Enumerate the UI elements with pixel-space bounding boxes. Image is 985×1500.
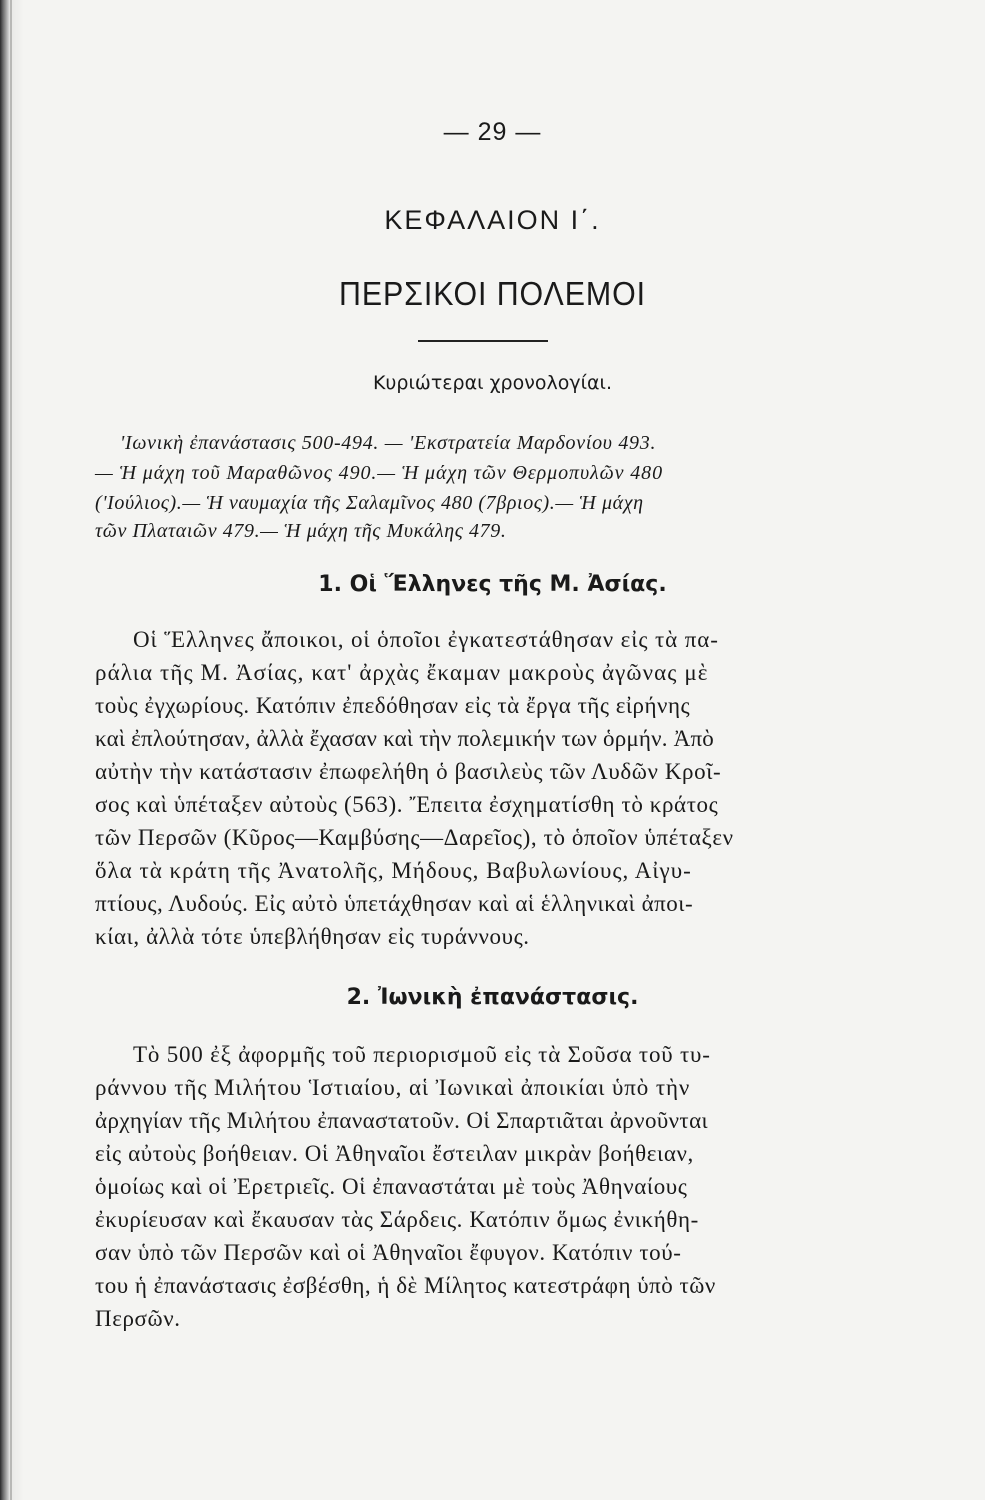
chapter-label: ΚΕΦΑΛΑΙΟΝ Ι΄. — [384, 205, 601, 235]
title-divider — [418, 340, 548, 342]
page-number: — 29 — — [443, 118, 542, 146]
section-2-line: σαν ὑπὸ τῶν Περσῶν καὶ οἱ Ἀθηναῖοι ἔφυγον. Κατόπιν τού- — [95, 1240, 682, 1265]
section-2-line: ἀρχηγίαν τῆς Μιλήτου ἐπαναστατοῦν. Οἱ Σπαρτιᾶται ἀρνοῦνται — [95, 1108, 709, 1133]
chronology-line: ('Ιούλιος).— Ἡ ναυμαχία τῆς Σαλαμῖνος 480 (7βριος).— Ἡ μάχη — [95, 492, 644, 514]
chronology-heading: Κυριώτεραι χρονολογίαι. — [372, 372, 613, 394]
section-1-line: σος καὶ ὑπέταξεν αὐτοὺς (563). Ἔπειτα ἐσχηματίσθη τὸ κράτος — [95, 792, 719, 817]
section-2-line: ράννου τῆς Μιλήτου Ἱστιαίου, αἱ Ἰωνικαὶ ἀποικίαι ὑπὸ τὴν — [95, 1075, 691, 1100]
section-1-line: Οἱ Ἕλληνες ἄποικοι, οἱ ὁποῖοι ἐγκατεστάθησαν εἰς τὰ πα- — [133, 627, 719, 652]
section-1-line: τῶν Περσῶν (Κῦρος—Καμβύσης—Δαρεῖος), τὸ ὁποῖον ὑπέταξεν — [95, 825, 734, 850]
chapter-title: ΠΕΡΣΙΚΟΙ ΠΟΛΕΜΟΙ — [338, 275, 647, 312]
section-2-line: Τὸ 500 ἐξ ἀφορμῆς τοῦ περιορισμοῦ εἰς τὰ Σοῦσα τοῦ τυ- — [133, 1042, 711, 1067]
chronology-line: τῶν Πλαταιῶν 479.— Ἡ μάχη τῆς Μυκάλης 479. — [95, 520, 507, 542]
section-2-line: του ἡ ἐπανάστασις ἐσβέσθη, ἡ δὲ Μίλητος κατεστράφη ὑπὸ τῶν — [95, 1273, 716, 1298]
section-1-line: αὐτὴν τὴν κατάστασιν ἐπωφελήθη ὁ βασιλεὺς τῶν Λυδῶν Κροῖ- — [95, 759, 722, 784]
section-1-line: ράλια τῆς Μ. Ἀσίας, κατ' ἀρχὰς ἔκαμαν μακροὺς ἀγῶνας μὲ — [95, 660, 709, 685]
section-2-line: ὁμοίως καὶ οἱ Ἐρετριεῖς. Οἱ ἐπαναστάται μὲ τοὺς Ἀθηναίους — [95, 1174, 688, 1199]
section-2-line: ἐκυρίευσαν καὶ ἔκαυσαν τὰς Σάρδεις. Κατόπιν ὅμως ἐνικήθη- — [95, 1207, 699, 1232]
section-1-line: κίαι, ἀλλὰ τότε ὑπεβλήθησαν εἰς τυράννους. — [95, 924, 530, 949]
section-2-line: Περσῶν. — [95, 1306, 181, 1331]
section-1-line: καὶ ἐπλούτησαν, ἀλλὰ ἔχασαν καὶ τὴν πολεμικήν των ὁρμήν. Ἀπὸ — [95, 726, 714, 751]
section-2-line: εἰς αὐτοὺς βοήθειαν. Οἱ Ἀθηναῖοι ἔστειλαν μικρὰν βοήθειαν, — [95, 1141, 694, 1166]
section-1-line: ὅλα τὰ κράτη τῆς Ἀνατολῆς, Μήδους, Βαβυλωνίους, Αἰγυ- — [95, 858, 692, 883]
section-1-line: πτίους, Λυδούς. Εἰς αὐτὸ ὑπετάχθησαν καὶ αἱ ἑλληνικαὶ ἀποι- — [95, 891, 694, 916]
section-heading-2: 2. Ἰωνικὴ ἐπανάστασις. — [346, 985, 639, 1010]
section-heading-1: 1. Οἱ Ἕλληνες τῆς Μ. Ἀσίας. — [318, 572, 667, 597]
section-1-line: τοὺς ἐγχωρίους. Κατόπιν ἐπεδόθησαν εἰς τὰ ἔργα τῆς εἰρήνης — [95, 693, 691, 718]
chronology-line: 'Ιωνικὴ ἐπανάστασις 500-494. — 'Εκστρατεία Μαρδονίου 493. — [120, 432, 657, 454]
chronology-line: — Ἡ μάχη τοῦ Μαραθῶνος 490.— Ἡ μάχη τῶν Θερμοπυλῶν 480 — [95, 462, 663, 484]
